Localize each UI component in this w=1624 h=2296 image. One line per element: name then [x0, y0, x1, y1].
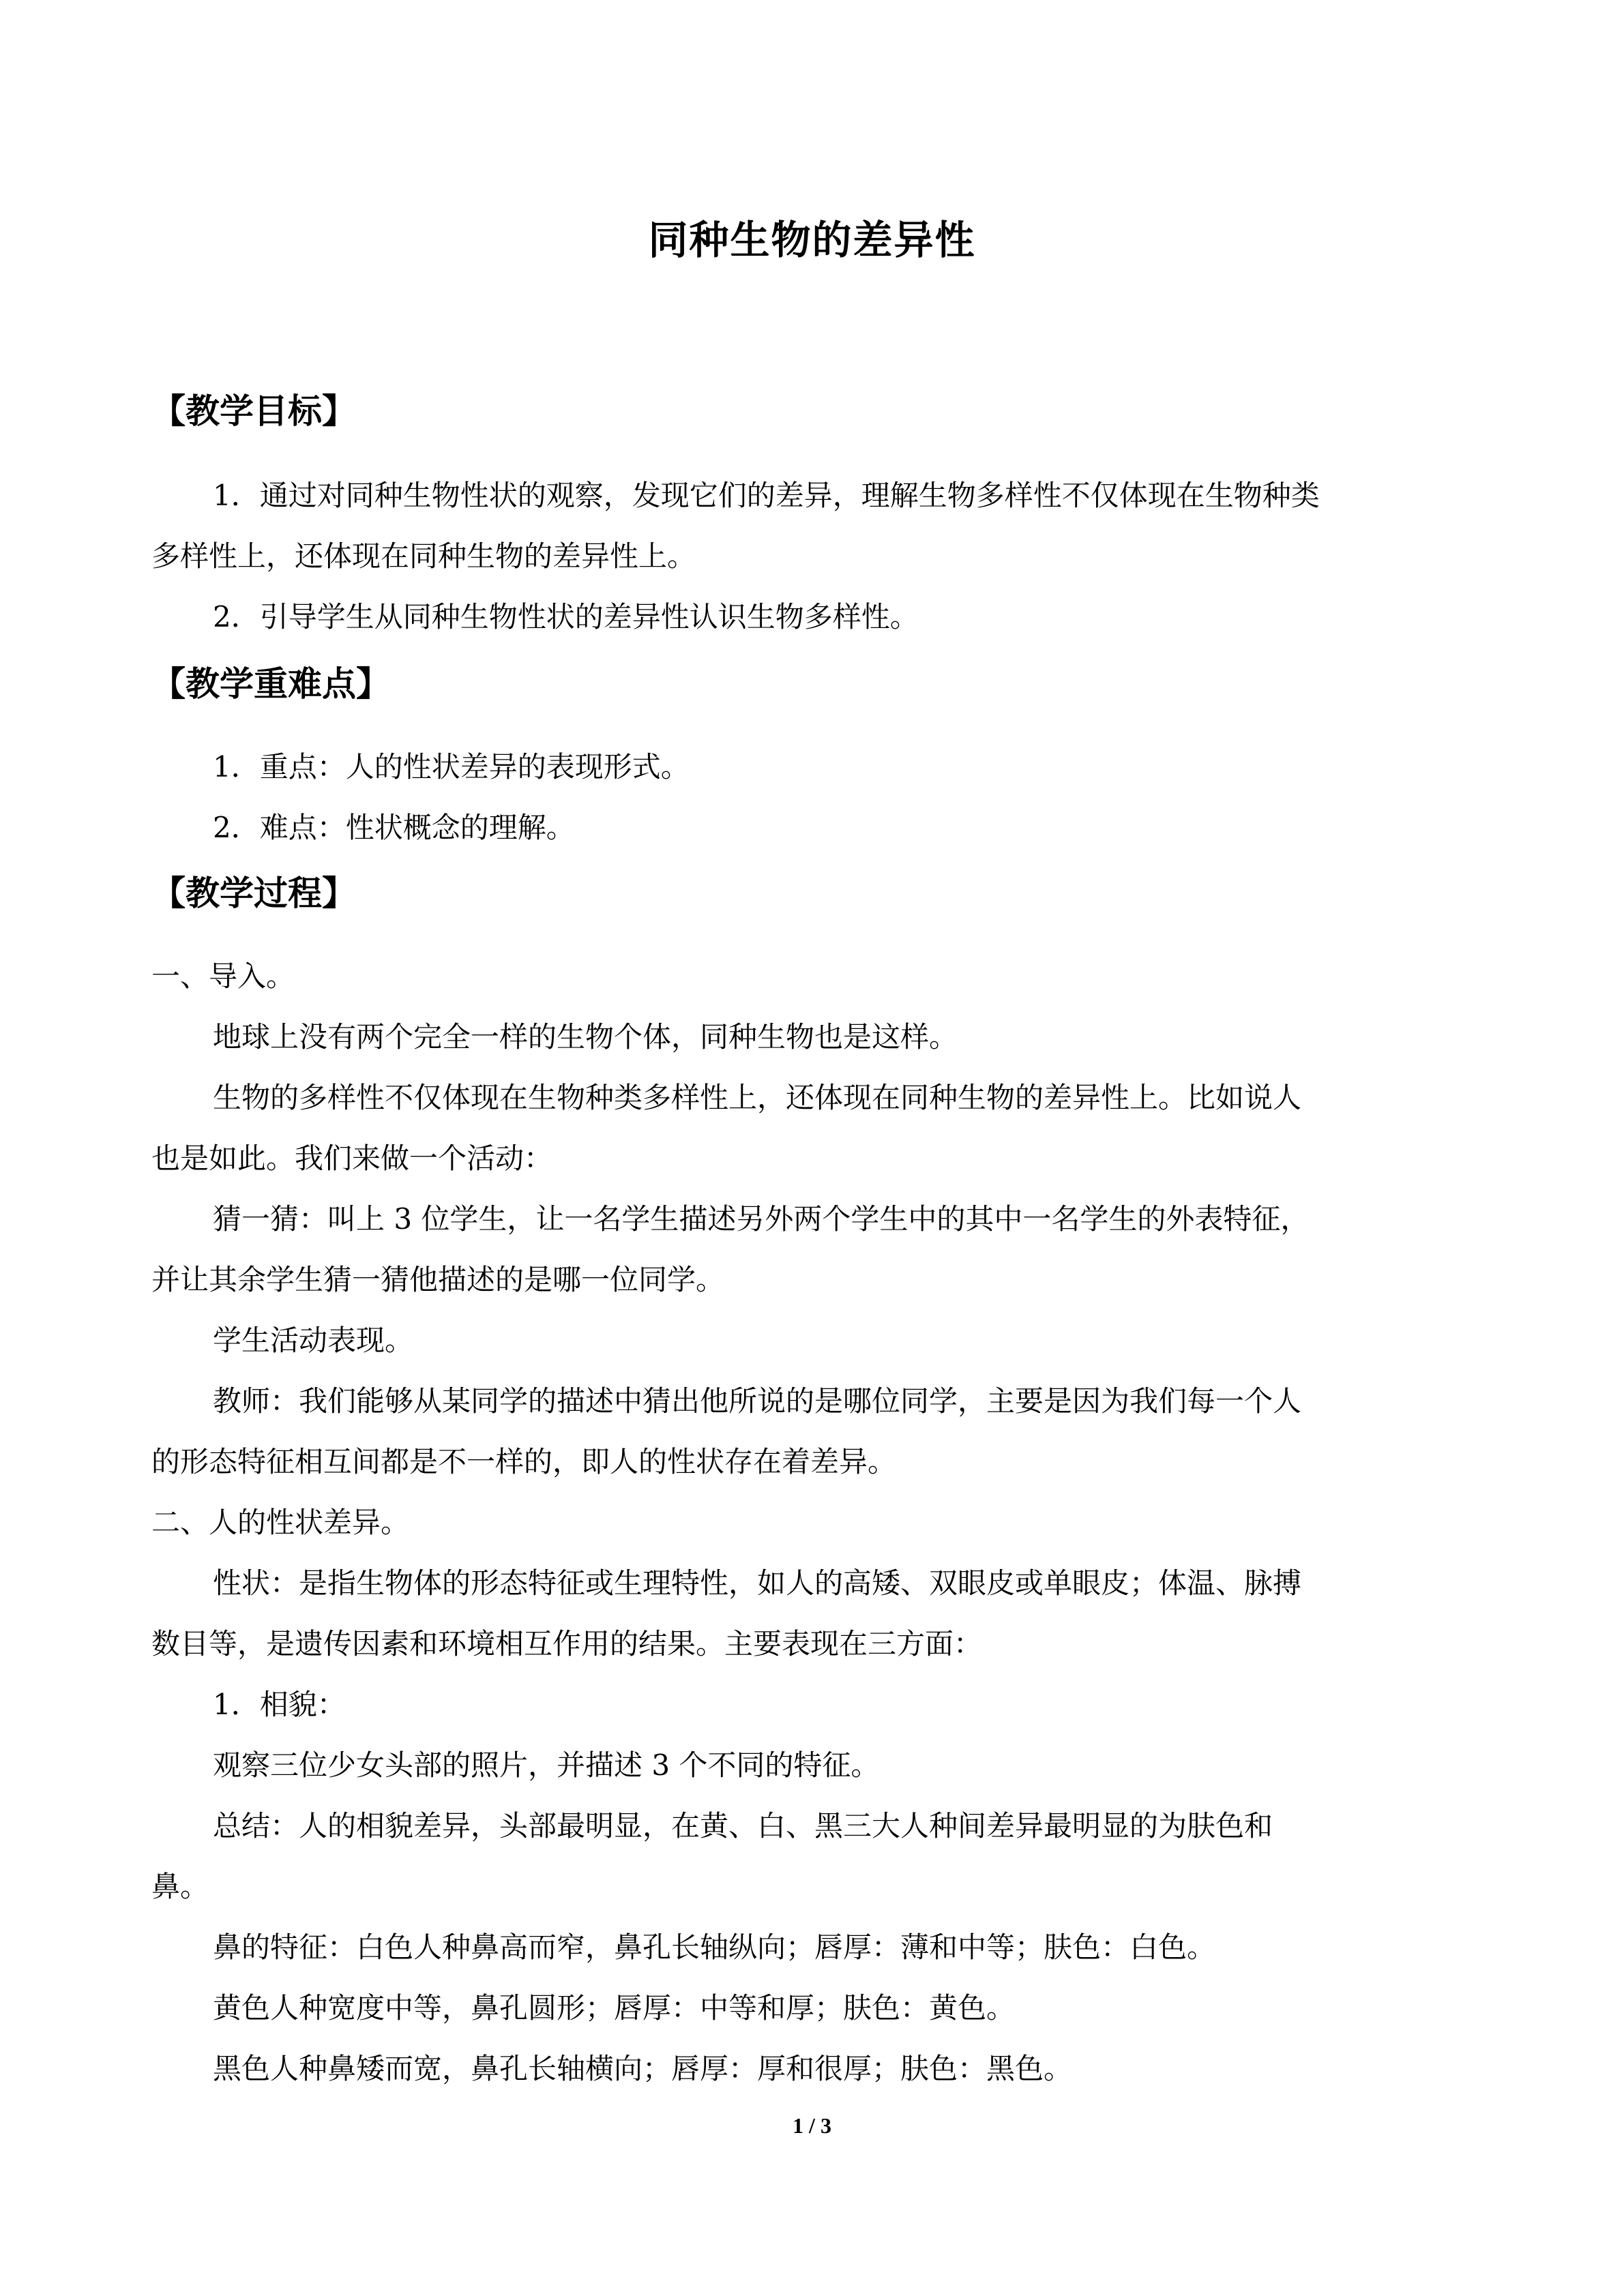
- section-heading-goals: 【教学目标】: [151, 391, 356, 431]
- process-line-14: 观察三位少女头部的照片，并描述 3 个不同的特征。: [213, 1748, 880, 1782]
- keypoints-line-1: 1．重点：人的性状差异的表现形式。: [213, 750, 690, 784]
- process-line-15: 总结：人的相貌差异，头部最明显，在黄、白、黑三大人种间差异最明显的为肤色和: [213, 1809, 1273, 1843]
- process-line-19: 黑色人种鼻矮而宽，鼻孔长轴横向；唇厚：厚和很厚；肤色：黑色。: [213, 2052, 1073, 2085]
- process-line-17: 鼻的特征：白色人种鼻高而窄，鼻孔长轴纵向；唇厚：薄和中等；肤色：白色。: [213, 1930, 1216, 1964]
- process-line-6: 并让其余学生猜一猜他描述的是哪一位同学。: [151, 1263, 725, 1296]
- goals-line-1: 1．通过对同种生物性状的观察，发现它们的差异，理解生物多样性不仅体现在生物种类: [213, 479, 1320, 512]
- page-number: 1 / 3: [793, 2113, 831, 2138]
- process-line-7: 学生活动表现。: [213, 1324, 414, 1357]
- process-line-1: 一、导入。: [151, 959, 295, 993]
- process-line-8: 教师：我们能够从某同学的描述中猜出他所说的是哪位同学，主要是因为我们每一个人: [213, 1384, 1302, 1418]
- document-title: 同种生物的差异性: [648, 217, 976, 263]
- process-line-5: 猜一猜：叫上 3 位学生，让一名学生描述另外两个学生中的其中一名学生的外表特征，: [213, 1202, 1310, 1236]
- process-line-2: 地球上没有两个完全一样的生物个体，同种生物也是这样。: [213, 1020, 958, 1054]
- process-line-11: 性状：是指生物体的形态特征或生理特性，如人的高矮、双眼皮或单眼皮；体温、脉搏: [213, 1566, 1302, 1600]
- process-line-13: 1．相貌：: [213, 1688, 346, 1721]
- process-line-10: 二、人的性状差异。: [151, 1506, 410, 1539]
- section-heading-process: 【教学过程】: [151, 874, 356, 913]
- goals-line-3: 2．引导学生从同种生物性状的差异性认识生物多样性。: [213, 600, 919, 633]
- process-line-3: 生物的多样性不仅体现在生物种类多样性上，还体现在同种生物的差异性上。比如说人: [213, 1081, 1302, 1114]
- process-line-18: 黄色人种宽度中等，鼻孔圆形；唇厚：中等和厚；肤色：黄色。: [213, 1991, 1016, 2025]
- process-line-4: 也是如此。我们来做一个活动：: [151, 1142, 553, 1175]
- goals-line-2: 多样性上，还体现在同种生物的差异性上。: [151, 539, 696, 573]
- process-line-12: 数目等，是遗传因素和环境相互作用的结果。主要表现在三方面：: [151, 1627, 983, 1660]
- section-heading-keypoints: 【教学重难点】: [151, 664, 390, 704]
- process-line-9: 的形态特征相互间都是不一样的，即人的性状存在着差异。: [151, 1445, 897, 1478]
- keypoints-line-2: 2．难点：性状概念的理解。: [213, 811, 575, 844]
- process-line-16: 鼻。: [151, 1870, 209, 1903]
